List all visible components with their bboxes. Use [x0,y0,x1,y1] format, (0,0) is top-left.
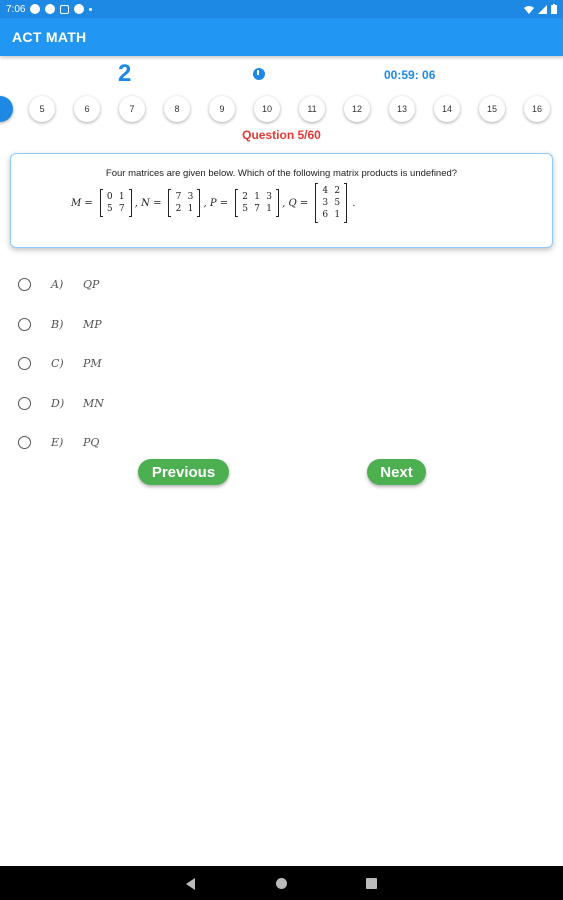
question-label: Question 5/60 [242,128,321,142]
option-c[interactable] [18,344,104,384]
signal-icon [538,5,547,14]
question-nav-item[interactable]: 5 [29,96,55,122]
question-nav-item[interactable]: 11 [299,96,325,122]
option-label: B) [51,317,64,331]
matrix-cell: 1 [118,192,125,202]
question-nav-item[interactable]: 9 [209,96,235,122]
system-nav-bar [0,866,563,900]
radio-button[interactable] [18,397,31,410]
question-navigator[interactable] [0,96,563,124]
matrix-cell: 1 [266,204,272,214]
option-text: PM [83,357,102,371]
option-a[interactable] [18,265,104,305]
matrix-end: . [352,197,356,209]
matrix-cell: 5 [106,204,113,214]
question-nav-item[interactable]: 10 [254,96,280,122]
option-b[interactable] [18,305,104,345]
question-nav-item[interactable]: 7 [119,96,145,122]
option-label: A) [51,278,64,292]
option-text: PQ [83,436,100,450]
question-text: Four matrices are given below. Which of the following matrix products is undefined? [105,168,458,179]
matrix-cell: 3 [187,192,194,202]
status-bar [0,0,563,18]
status-time: 7:06 [6,3,26,15]
question-nav-item[interactable]: 8 [164,96,190,122]
radio-button[interactable] [18,436,31,449]
notification-icon [45,4,55,14]
matrix-p [235,190,279,216]
matrix-cell: 6 [322,210,329,220]
back-icon[interactable] [186,878,195,890]
matrix-cell: 7 [175,192,182,202]
timer-icon [253,68,265,80]
matrix-cell: 1 [187,204,194,214]
matrix-m [100,190,132,216]
matrix-cell: 2 [175,204,182,214]
progress-row [0,58,563,92]
matrix-cell: 2 [242,192,248,202]
matrix-m-label: M = [71,197,93,209]
matrix-cell: 1 [254,192,260,202]
option-d[interactable] [18,384,104,424]
option-text: MN [83,396,104,410]
question-nav-item[interactable]: 16 [524,96,550,122]
option-text: MP [83,317,102,331]
app-title: ACT MATH [12,29,87,45]
matrix-n [168,190,200,216]
matrix-cell: 7 [118,204,125,214]
more-notifications-icon [89,8,92,11]
matrix-cell: 7 [254,204,260,214]
matrix-q [315,184,347,222]
matrix-definitions [71,184,357,222]
question-card [10,153,553,248]
home-icon[interactable] [276,878,287,889]
matrix-cell: 1 [334,210,341,220]
notification-icon [30,4,40,14]
question-nav-item[interactable]: 12 [344,96,370,122]
question-nav-item[interactable] [0,96,13,122]
wifi-icon [524,5,534,14]
matrix-cell: 3 [266,192,272,202]
matrix-cell: 5 [242,204,248,214]
question-nav-item[interactable]: 14 [434,96,460,122]
answered-count: 2 [118,60,132,87]
notification-icon [60,5,69,14]
option-e[interactable] [18,423,104,463]
option-text: QP [83,278,100,292]
timer: 00:59: 06 [384,68,436,82]
matrix-cell: 4 [322,186,329,196]
matrix-cell: 0 [106,192,113,202]
option-label: C) [51,357,64,371]
option-label: E) [51,436,64,450]
answer-options [18,265,104,463]
matrix-cell: 5 [334,198,341,208]
question-nav-item[interactable]: 6 [74,96,100,122]
question-nav-item[interactable]: 13 [389,96,415,122]
matrix-cell: 3 [322,198,329,208]
recent-apps-icon[interactable] [366,878,377,889]
battery-icon [551,4,557,14]
previous-button[interactable]: Previous [138,459,229,485]
radio-button[interactable] [18,318,31,331]
notification-icon [74,4,84,14]
radio-button[interactable] [18,357,31,370]
matrix-p-label: , P = [203,197,229,209]
matrix-q-label: , Q = [282,197,309,209]
question-nav-item[interactable]: 15 [479,96,505,122]
app-bar [0,18,563,56]
next-button[interactable]: Next [367,459,426,485]
radio-button[interactable] [18,278,31,291]
option-label: D) [51,396,65,410]
matrix-cell: 2 [334,186,341,196]
matrix-n-label: , N = [134,197,162,209]
